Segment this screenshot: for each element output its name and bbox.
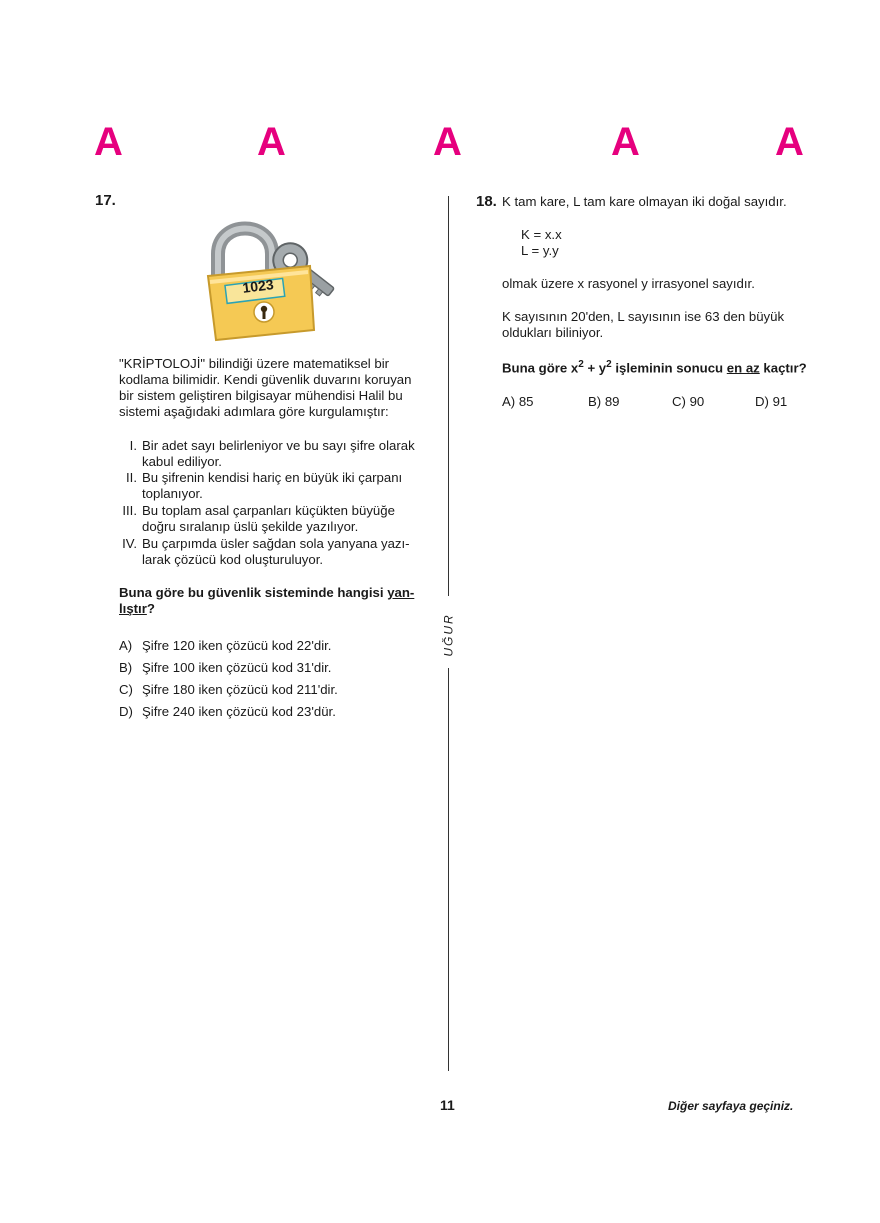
q17-option-b-text: Şifre 100 iken çözücü kod 31'dir.	[142, 660, 332, 675]
column-divider-bottom	[448, 668, 449, 1071]
column-divider-top	[448, 196, 449, 596]
q17-intro-line-3: bir sistem geliştiren bilgisayar mühendisi Halil bu	[119, 388, 403, 403]
lock-code: 1023	[241, 276, 275, 296]
step-3-numeral: III.	[122, 503, 137, 518]
q18-info-line-2: oldukları biliniyor.	[502, 325, 604, 340]
next-page-note: Diğer sayfaya geçiniz.	[668, 1099, 794, 1113]
q17-question-line-2: lıştır?	[119, 601, 155, 616]
q17-option-d-text: Şifre 240 iken çözücü kod 23'dür.	[142, 704, 336, 719]
question-17-number: 17.	[95, 192, 116, 209]
step-4-line-1: Bu çarpımda üsler sağdan sola yanyana yazı-	[142, 536, 410, 551]
booklet-letter-1: A	[94, 120, 123, 164]
q17-option-c-text: Şifre 180 iken çözücü kod 211'dir.	[142, 682, 338, 697]
q17-option-a-letter: A)	[119, 638, 133, 653]
q17-intro-line-2: kodlama bilimidir. Kendi güvenlik duvarını koruyan	[119, 372, 412, 387]
padlock-illustration	[202, 206, 342, 346]
q17-intro-line-4: sistemi aşağıdaki adımlara göre kurgulamıştır:	[119, 404, 389, 419]
q18-option-c: C) 90	[672, 394, 705, 409]
booklet-letter-4: A	[611, 120, 640, 164]
step-1-line-2: kabul ediliyor.	[142, 454, 222, 469]
booklet-letter-5: A	[775, 120, 804, 164]
step-4-line-2: larak çözücü kod oluşturuluyor.	[142, 552, 324, 567]
step-2-line-1: Bu şifrenin kendisi hariç en büyük iki çarpanı	[142, 470, 403, 485]
step-3-line-1: Bu toplam asal çarpanları küçükten büyüğe	[142, 503, 395, 518]
step-3-line-2: doğru sıralanıp üslü şekilde yazılıyor.	[142, 519, 359, 534]
booklet-letter-2: A	[257, 120, 286, 164]
question-18-number: 18.	[476, 193, 497, 210]
q18-formula-l: L = y.y	[521, 243, 559, 258]
q18-option-a: A) 85	[502, 394, 534, 409]
q18-formula-k: K = x.x	[521, 227, 562, 242]
q17-question-line-1: Buna göre bu güvenlik sisteminde hangisi yan-	[119, 585, 415, 600]
q18-question: Buna göre $x^2 + y^2$ işleminin sonucu en az kaçtır?	[502, 359, 807, 376]
q17-option-c-letter: C)	[119, 682, 133, 697]
q18-info-line-1: K sayısının 20'den, L sayısının ise 63 den büyük	[502, 309, 785, 324]
step-1-numeral: I.	[129, 438, 137, 453]
step-1-line-1: Bir adet sayı belirleniyor ve bu sayı şifre olarak	[142, 438, 415, 453]
page-number: 11	[440, 1097, 455, 1113]
q18-option-b: B) 89	[588, 394, 620, 409]
brand-label: UĞUR	[442, 613, 456, 657]
q17-option-b-letter: B)	[119, 660, 133, 675]
booklet-letter-3: A	[433, 120, 462, 164]
q18-condition: olmak üzere x rasyonel y irrasyonel sayıdır.	[502, 276, 755, 291]
q18-intro: K tam kare, L tam kare olmayan iki doğal sayıdır.	[502, 194, 787, 209]
q17-intro-line-1: "KRİPTOLOJİ" bilindiği üzere matematiksel bir	[119, 356, 390, 371]
step-2-numeral: II.	[126, 470, 137, 485]
q17-option-a-text: Şifre 120 iken çözücü kod 22'dir.	[142, 638, 332, 653]
q17-option-d-letter: D)	[119, 704, 133, 719]
step-2-line-2: toplanıyor.	[142, 486, 203, 501]
step-4-numeral: IV.	[122, 536, 137, 551]
q18-option-d: D) 91	[755, 394, 788, 409]
